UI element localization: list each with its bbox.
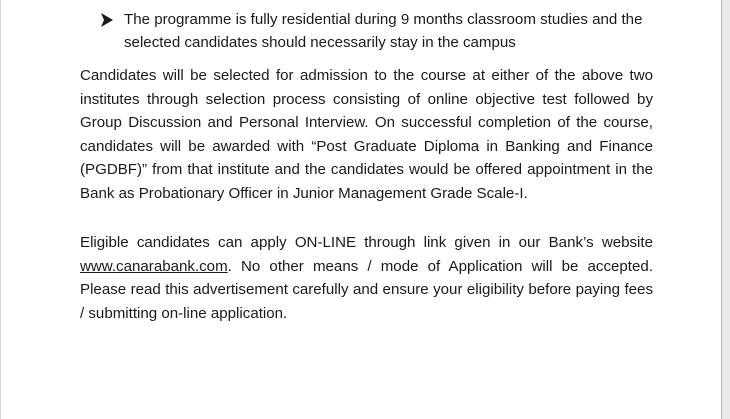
viewer-background-edge	[722, 0, 730, 419]
application-paragraph	[80, 231, 653, 325]
selection-paragraph	[80, 64, 653, 206]
arrow-bullet-icon	[100, 12, 114, 28]
paragraph-line: candidates will be awarded with “Post Graduate Diploma in Banking and Finance	[80, 137, 653, 155]
paragraph-line: Please read this advertisement carefully and ensure your eligibility before paying fees	[80, 281, 653, 299]
paragraph-line: Group Discussion and Personal Interview. On successful completion of the course,	[80, 114, 653, 132]
bullet-text	[124, 9, 680, 54]
paragraph-line: Bank as Probationary Officer in Junior Management Grade Scale-I.	[80, 184, 528, 202]
paragraph-line: / submitting on-line application.	[80, 304, 288, 322]
paragraph-line: institutes through selection process consisting of online objective test followed by	[80, 90, 653, 108]
paragraph-line: (PGDBF)” from that institute and the candidates would be offered appointment in the	[80, 161, 653, 179]
paragraph-line-rest: . No other means / mode of Application will be accepted.	[227, 257, 653, 275]
bullet-line: selected candidates should necessarily stay in the campus	[124, 33, 516, 51]
bullet-line: The programme is fully residential during 9 months classroom studies and the	[124, 11, 643, 28]
paragraph-line: Eligible candidates can apply ON-LINE through link given in our Bank’s website	[80, 234, 653, 251]
bank-website-link[interactable]: www.canarabank.com	[80, 257, 228, 275]
paragraph-line: Candidates will be selected for admission to the course at either of the above two	[80, 67, 653, 84]
paragraph-line	[80, 255, 653, 279]
